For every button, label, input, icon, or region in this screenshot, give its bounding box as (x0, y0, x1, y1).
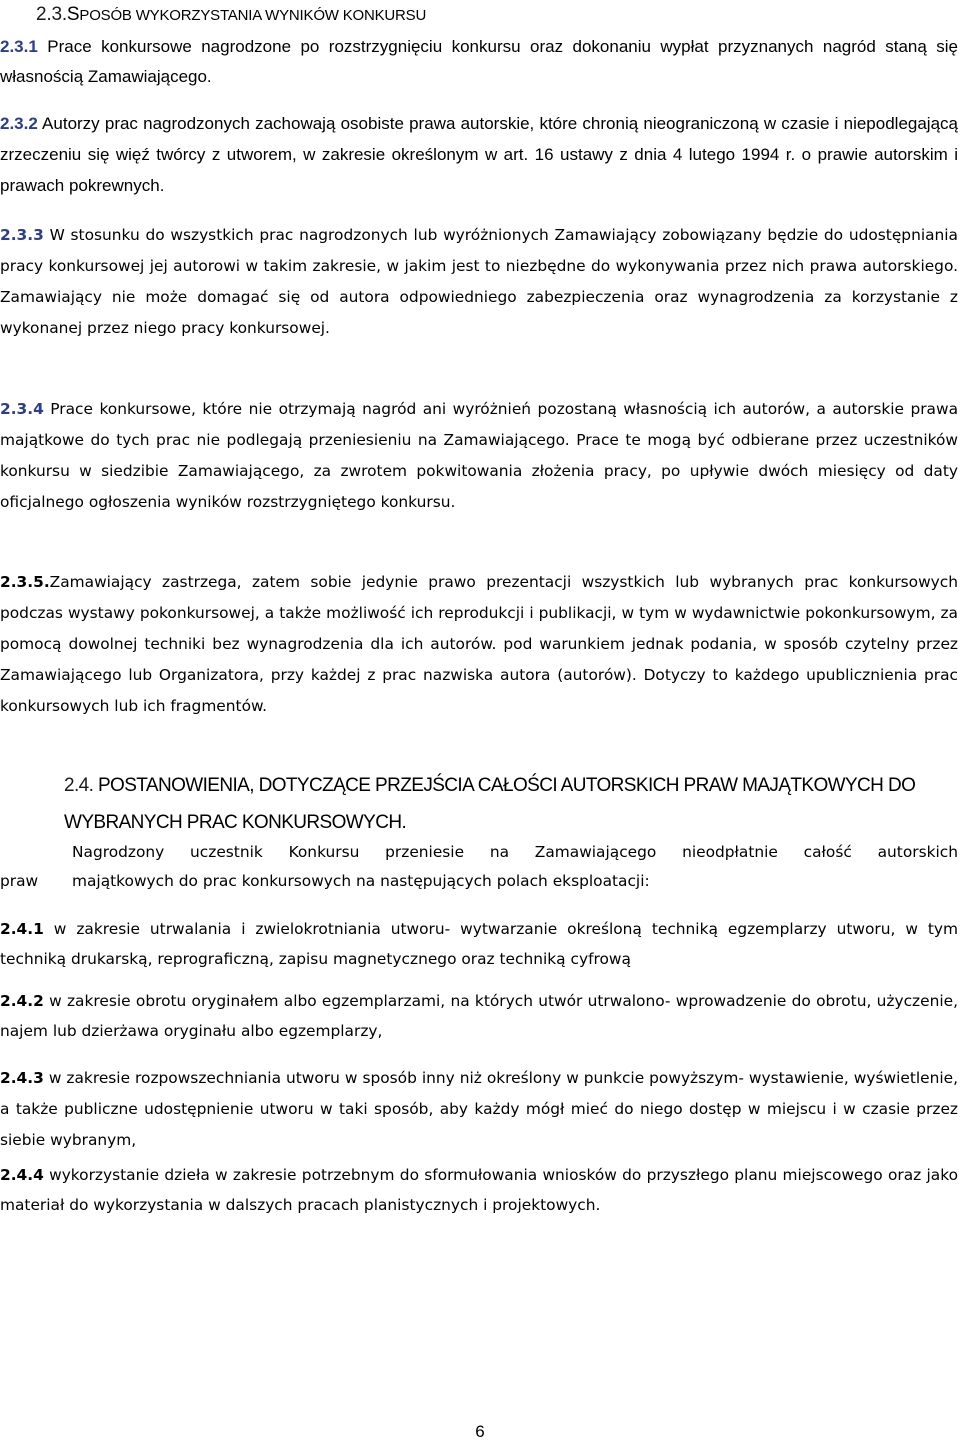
paragraph-2-4-2 (0, 986, 958, 1046)
paragraph-text: Autorzy prac nagrodzonych zachowają osobiste prawa autorskie, które chronią nieograniczoną w czasie i niepodlegającą zrzeczeniu się więź twórcy z utworem, w zakresie określonym w art. 16 ustawy z dnia 4 lutego 1994 r. o prawie autorskim i prawach pokrewnych. (0, 114, 958, 195)
paragraph-number: 2.3.1 (0, 37, 38, 56)
intro-line-1: Nagrodzony uczestnik Konkursu przeniesie na Zamawiającego nieodpłatnie całość autorskich (72, 843, 958, 861)
paragraph-number: 2.4.3 (0, 1069, 44, 1087)
paragraph-2-4-3 (0, 1063, 958, 1156)
paragraph-text: w zakresie utrwalania i zwielokrotniania utworu- wytwarzanie określoną techniką egzemplarzy utworu, w tym techniką drukarską, reprograficzną, zapisu magnetycznego oraz techniką cyfrową (0, 920, 958, 968)
paragraph-number: 2.3.3 (0, 226, 44, 244)
paragraph-number: 2.3.4 (0, 400, 44, 418)
paragraph-text: Zamawiający zastrzega, zatem sobie jedynie prawo prezentacji wszystkich lub wybranych prac konkursowych podczas wystawy pokonkursowej, a także możliwość ich reprodukcji i publikacji, w tym w wydawnictwie pokonkursowym, za pomocą dowolnej techniki bez wynagrodzenia dla ich autorów. pod warunkiem jednak podania, w sposób czytelny przez Zamawiającego lub Organizatora, przy każdej z prac nazwiska autora (autorów). Dotyczy to każdego upublicznienia prac konkursowych lub ich fragmentów. (0, 573, 958, 715)
paragraph-2-3-4 (0, 394, 958, 518)
paragraph-2-4-4 (0, 1160, 958, 1220)
intro-line-2 (0, 867, 958, 896)
paragraph-2-4-1 (0, 914, 958, 974)
section-number: 2.4. (64, 775, 94, 796)
paragraph-text: Prace konkursowe nagrodzone po rozstrzygnięciu konkursu oraz dokonaniu wypłat przyznanych nagród staną się własnością Zamawiającego. (0, 37, 958, 86)
intro-line-2-prefix: praw (0, 872, 39, 890)
paragraph-text: Prace konkursowe, które nie otrzymają nagród ani wyróżnień pozostaną własnością ich autorów, a autorskie prawa majątkowe do tych prac nie podlegają przeniesieniu na Zamawiającego. Prace te mogą być odbierane przez uczestników konkursu w siedzibie Zamawiającego, za zwrotem pokwitowania złożenia pracy, po upływie dwóch miesięcy od daty oficjalnego ogłoszenia wyników rozstrzygniętego konkursu. (0, 400, 958, 511)
paragraph-number: 2.3.5. (0, 573, 50, 591)
paragraph-2-3-3 (0, 220, 958, 344)
section-title: POSTANOWIENIA, DOTYCZĄCE PRZEJŚCIA CAŁOŚCI AUTORSKICH PRAW MAJĄTKOWYCH DO WYBRANYCH PRAC KONKURSOWYCH. (64, 775, 916, 833)
paragraph-number: 2.3.2 (0, 114, 38, 133)
section-title: POSÓB WYKORZYSTANIA WYNIKÓW KONKURSU (79, 7, 427, 24)
paragraph-2-3-2 (0, 108, 958, 201)
section-2-4-heading (64, 767, 960, 841)
paragraph-text: W stosunku do wszystkich prac nagrodzonych lub wyróżnionych Zamawiający zobowiązany będzie do udostępniania pracy konkursowej jej autorowi w takim zakresie, w jakim jest to niezbędne do wykonywania przez nich prawa autorskiego. Zamawiający nie może domagać się od autora odpowiedniego zabezpieczenia oraz wynagrodzenia za korzystanie z wykonanej przez niego pracy konkursowej. (0, 226, 958, 337)
paragraph-text: w zakresie rozpowszechniania utworu w sposób inny niż określony w punkcie powyższym- wystawienie, wyświetlenie, a także publiczne udostępnienie utworu w taki sposób, aby każdy mógł mieć do niego dostęp w miejscu i w czasie przez siebie wybranym, (0, 1069, 958, 1149)
intro-line-2-text: majątkowych do prac konkursowych na następujących polach eksploatacji: (72, 872, 650, 890)
section-2-4-intro (0, 838, 958, 896)
section-number: 2.3. (36, 4, 67, 25)
paragraph-number: 2.4.4 (0, 1166, 44, 1184)
section-2-3-heading (36, 2, 426, 29)
page-number: 6 (475, 1422, 485, 1441)
paragraph-number: 2.4.2 (0, 992, 44, 1010)
section-title-initial: S (66, 4, 80, 25)
paragraph-2-3-5 (0, 567, 958, 722)
paragraph-text: w zakresie obrotu oryginałem albo egzemplarzami, na których utwór utrwalono- wprowadzenie do obrotu, użyczenie, najem lub dzierżawa oryginału albo egzemplarzy, (0, 992, 958, 1040)
paragraph-2-3-1 (0, 32, 958, 92)
paragraph-text: wykorzystanie dzieła w zakresie potrzebnym do sformułowania wniosków do przyszłego planu miejscowego oraz jako materiał do wykorzystania w dalszych pracach planistycznych i projektowych. (0, 1166, 958, 1214)
paragraph-number: 2.4.1 (0, 920, 44, 938)
